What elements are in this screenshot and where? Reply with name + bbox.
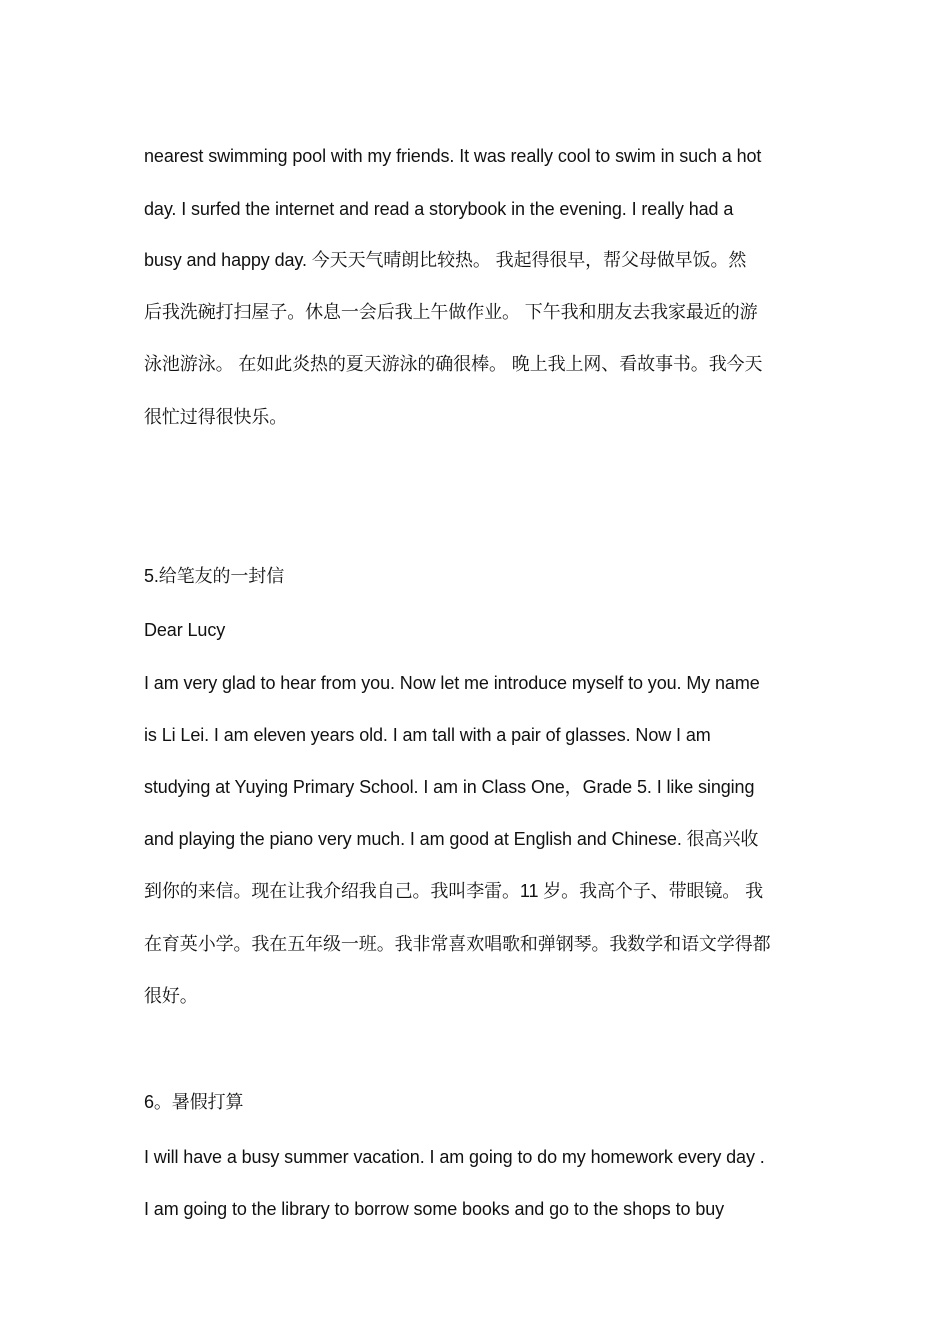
paragraph-line: I am very glad to hear from you. Now let me introduce myself to you. My name [144,673,760,693]
paragraph-line: I will have a busy summer vacation. I am going to do my homework every day . [144,1147,765,1167]
paragraph-line: I am going to the library to borrow some books and go to the shops to buy [144,1199,725,1219]
paragraph-line: nearest swimming pool with my friends. It was really cool to swim in such a hot [144,146,762,166]
paragraph-line: 在育英小学。我在五年级一班。我非常喜欢唱歌和弹钢琴。我数学和语文学得都 [144,934,771,954]
paragraph-line: 后我洗碗打扫屋子。休息一会后我上午做作业。 下午我和朋友去我家最近的游 [144,302,758,322]
paragraph-line: studying at Yuying Primary School. I am in Class One，Grade 5. I like singing [144,777,755,797]
paragraph-line: 很好。 [144,986,198,1006]
paragraph-line: 泳池游泳。 在如此炎热的夏天游泳的确很棒。 晚上我上网、看故事书。我今天 [144,354,763,374]
section-heading: 5.给笔友的一封信 [144,566,285,586]
paragraph-line: and playing the piano very much. I am good at English and Chinese. 很高兴收 [144,829,759,849]
paragraph-line: day. I surfed the internet and read a storybook in the evening. I really had a [144,199,734,219]
paragraph-line: is Li Lei. I am eleven years old. I am tall with a pair of glasses. Now I am [144,725,711,745]
paragraph-line: 到你的来信。现在让我介绍我自己。我叫李雷。11 岁。我高个子、带眼镜。 我 [144,881,763,901]
letter-greeting: Dear Lucy [144,620,226,640]
paragraph-line: busy and happy day. 今天天气晴朗比较热。 我起得很早，帮父母做早饭。然 [144,250,747,270]
section-heading: 6。暑假打算 [144,1092,244,1112]
paragraph-line: 很忙过得很快乐。 [144,407,288,427]
